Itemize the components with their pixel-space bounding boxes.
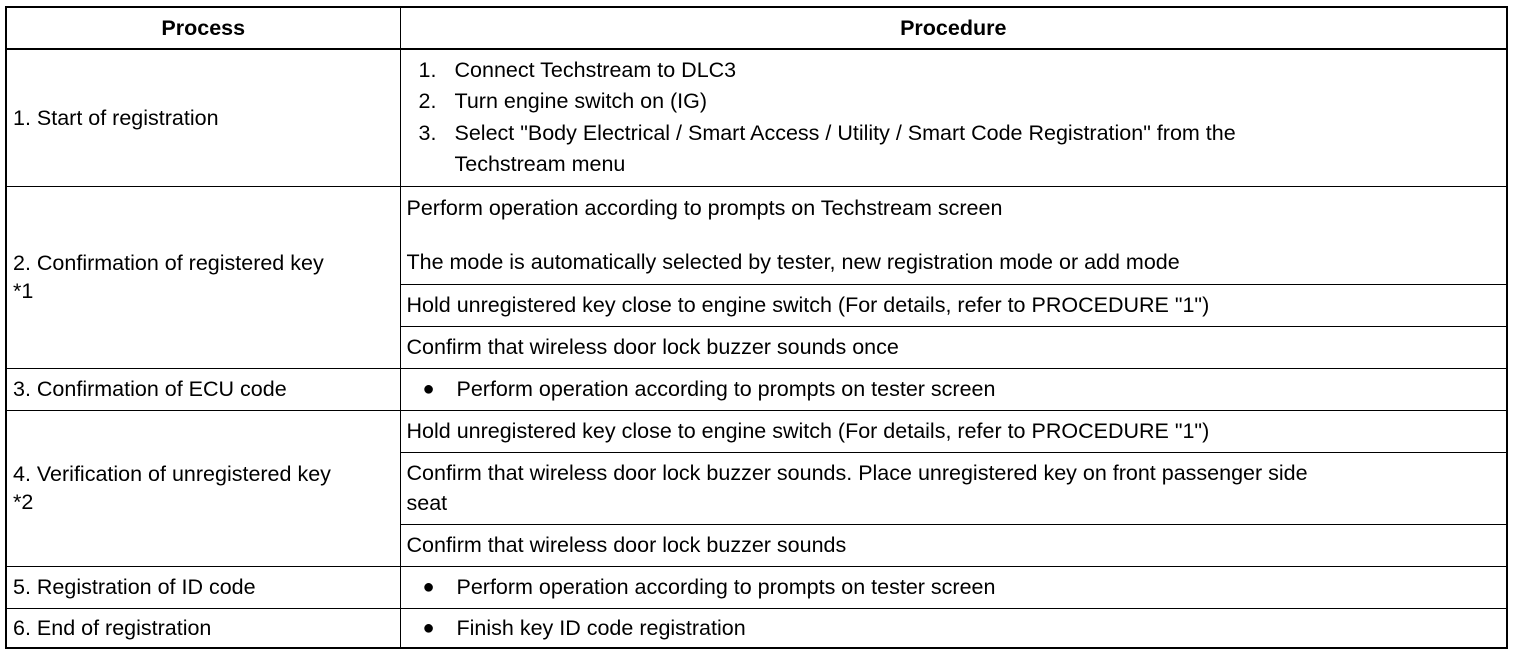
procedure-cell: Confirm that wireless door lock buzzer sounds once — [400, 326, 1507, 368]
bullet-icon: ● — [422, 576, 435, 598]
procedure-text: The mode is automatically selected by tester, new registration mode or add mode — [406, 250, 1180, 274]
procedure-cell: Hold unregistered key close to engine switch (For details, refer to PROCEDURE "1") — [400, 410, 1507, 452]
registration-procedure-table — [5, 6, 1508, 649]
procedure-text: Perform operation according to prompts on tester screen — [456, 377, 996, 401]
procedure-cell — [400, 452, 1507, 524]
table-row — [6, 566, 1507, 608]
procedure-cell — [400, 49, 1507, 186]
procedure-header: Procedure — [400, 7, 1507, 49]
procedure-cell — [400, 368, 1507, 410]
steps-list — [407, 55, 1507, 181]
list-item — [419, 55, 1507, 87]
procedure-text-line2: seat — [406, 491, 448, 515]
table-row — [6, 608, 1507, 648]
procedure-cell: Confirm that wireless door lock buzzer sounds — [400, 524, 1507, 566]
step-text: Connect Techstream to DLC3 — [454, 57, 737, 82]
bullet-icon: ● — [422, 616, 435, 639]
process-header: Process — [6, 7, 400, 49]
step-number: 3. — [418, 120, 437, 145]
header-row — [6, 7, 1507, 49]
procedure-text: Perform operation according to prompts on Techstream screen — [406, 196, 1003, 220]
bullet-icon: ● — [422, 378, 435, 400]
step-number: 1. — [418, 57, 437, 82]
step-text-line2: Techstream menu — [454, 152, 626, 177]
table-row — [6, 186, 1507, 284]
procedure-text-line1: Confirm that wireless door lock buzzer sounds. Place unregistered key on front passenger side — [406, 461, 1308, 485]
process-cell — [6, 186, 400, 368]
step-number: 2. — [418, 89, 437, 114]
list-item — [419, 118, 1507, 181]
table-row — [6, 49, 1507, 186]
process-cell: 5. Registration of ID code — [6, 566, 400, 608]
procedure-cell: Hold unregistered key close to engine switch (For details, refer to PROCEDURE "1") — [400, 284, 1507, 326]
process-text: 4. Verification of unregistered key — [13, 462, 331, 486]
step-text: Turn engine switch on (IG) — [454, 89, 708, 114]
footnote-marker: *1 — [13, 279, 34, 303]
footnote-marker: *2 — [13, 490, 34, 514]
process-cell — [6, 410, 400, 566]
procedure-text: Perform operation according to prompts on tester screen — [456, 575, 996, 599]
procedure-cell — [400, 186, 1507, 284]
process-cell: 1. Start of registration — [6, 49, 400, 186]
list-item — [419, 86, 1507, 118]
process-cell: 3. Confirmation of ECU code — [6, 368, 400, 410]
table-row — [6, 368, 1507, 410]
procedure-cell — [400, 566, 1507, 608]
procedure-text: Finish key ID code registration — [456, 615, 746, 640]
procedure-cell — [400, 608, 1507, 648]
process-cell: 6. End of registration — [6, 608, 400, 648]
step-text-line1: Select "Body Electrical / Smart Access / Utility / Smart Code Registration" from the — [454, 120, 1236, 145]
table-row — [6, 410, 1507, 452]
process-text: 2. Confirmation of registered key — [13, 251, 324, 275]
